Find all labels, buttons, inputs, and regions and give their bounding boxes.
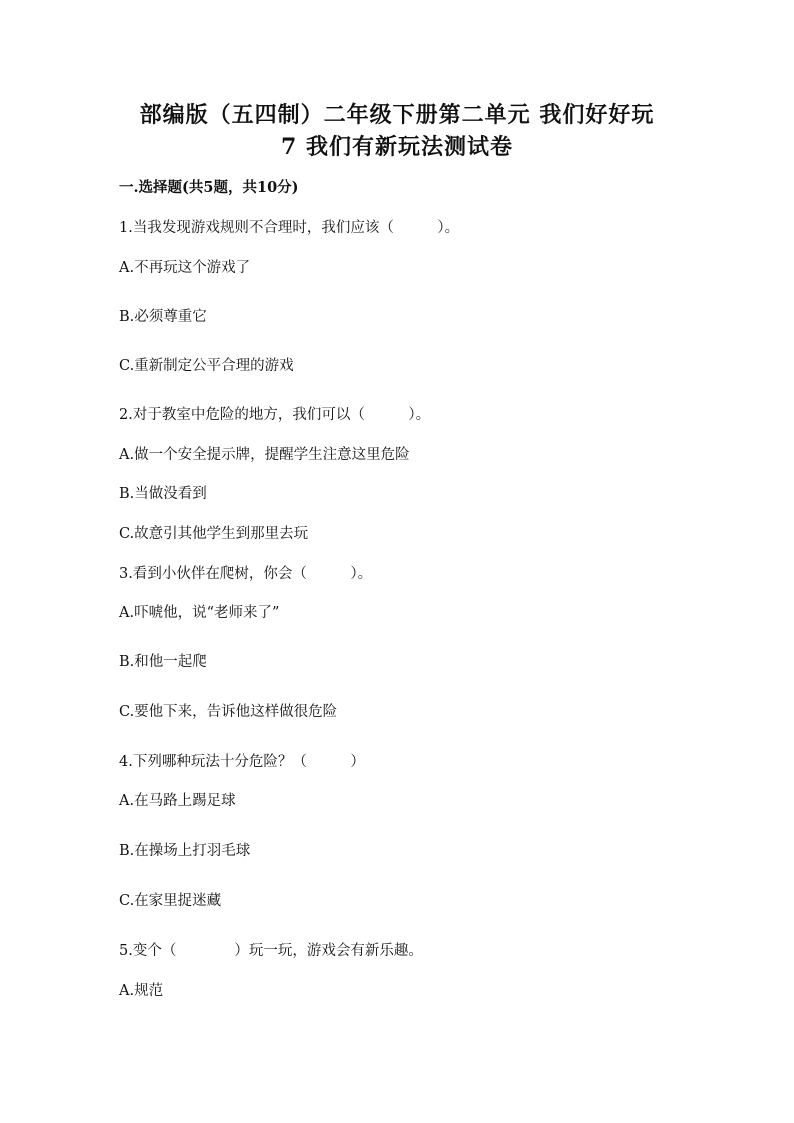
question-2-stem: 2.对于教室中危险的地方，我们可以（ ）。 bbox=[119, 407, 431, 423]
question-4-option-a: A.在马路上踢足球 bbox=[119, 793, 236, 809]
question-4-option-b: B.在操场上打羽毛球 bbox=[119, 843, 251, 859]
question-3-option-b: B.和他一起爬 bbox=[119, 654, 207, 670]
question-2-option-b: B.当做没看到 bbox=[119, 486, 207, 502]
question-2-option-c: C.故意引其他学生到那里去玩 bbox=[119, 526, 309, 542]
section-heading: 一.选择题(共5题，共10分) bbox=[119, 179, 299, 196]
exam-title-line-1: 部编版（五四制）二年级下册第二单元 我们好好玩 bbox=[139, 102, 655, 128]
exam-title-line-2: 7 我们有新玩法测试卷 bbox=[281, 134, 513, 160]
question-5-stem: 5.变个（ ）玩一玩，游戏会有新乐趣。 bbox=[119, 943, 423, 959]
question-1-stem: 1.当我发现游戏规则不合理时，我们应该（ ）。 bbox=[119, 220, 460, 236]
question-4-stem: 4.下列哪种玩法十分危险？（ ） bbox=[119, 754, 365, 770]
question-2-option-a: A.做一个安全提示牌，提醒学生注意这里危险 bbox=[119, 447, 410, 463]
question-1-option-c: C.重新制定公平合理的游戏 bbox=[119, 358, 294, 374]
question-5-option-a: A.规范 bbox=[119, 983, 164, 999]
question-4-option-c: C.在家里捉迷藏 bbox=[119, 893, 222, 909]
question-1-option-b: B.必须尊重它 bbox=[119, 309, 207, 325]
question-3-option-a: A.吓唬他，说“老师来了” bbox=[119, 605, 280, 621]
question-1-option-a: A.不再玩这个游戏了 bbox=[119, 260, 251, 276]
question-3-stem: 3.看到小伙伴在爬树，你会（ ）。 bbox=[119, 566, 373, 582]
question-3-option-c: C.要他下来，告诉他这样做很危险 bbox=[119, 704, 338, 720]
